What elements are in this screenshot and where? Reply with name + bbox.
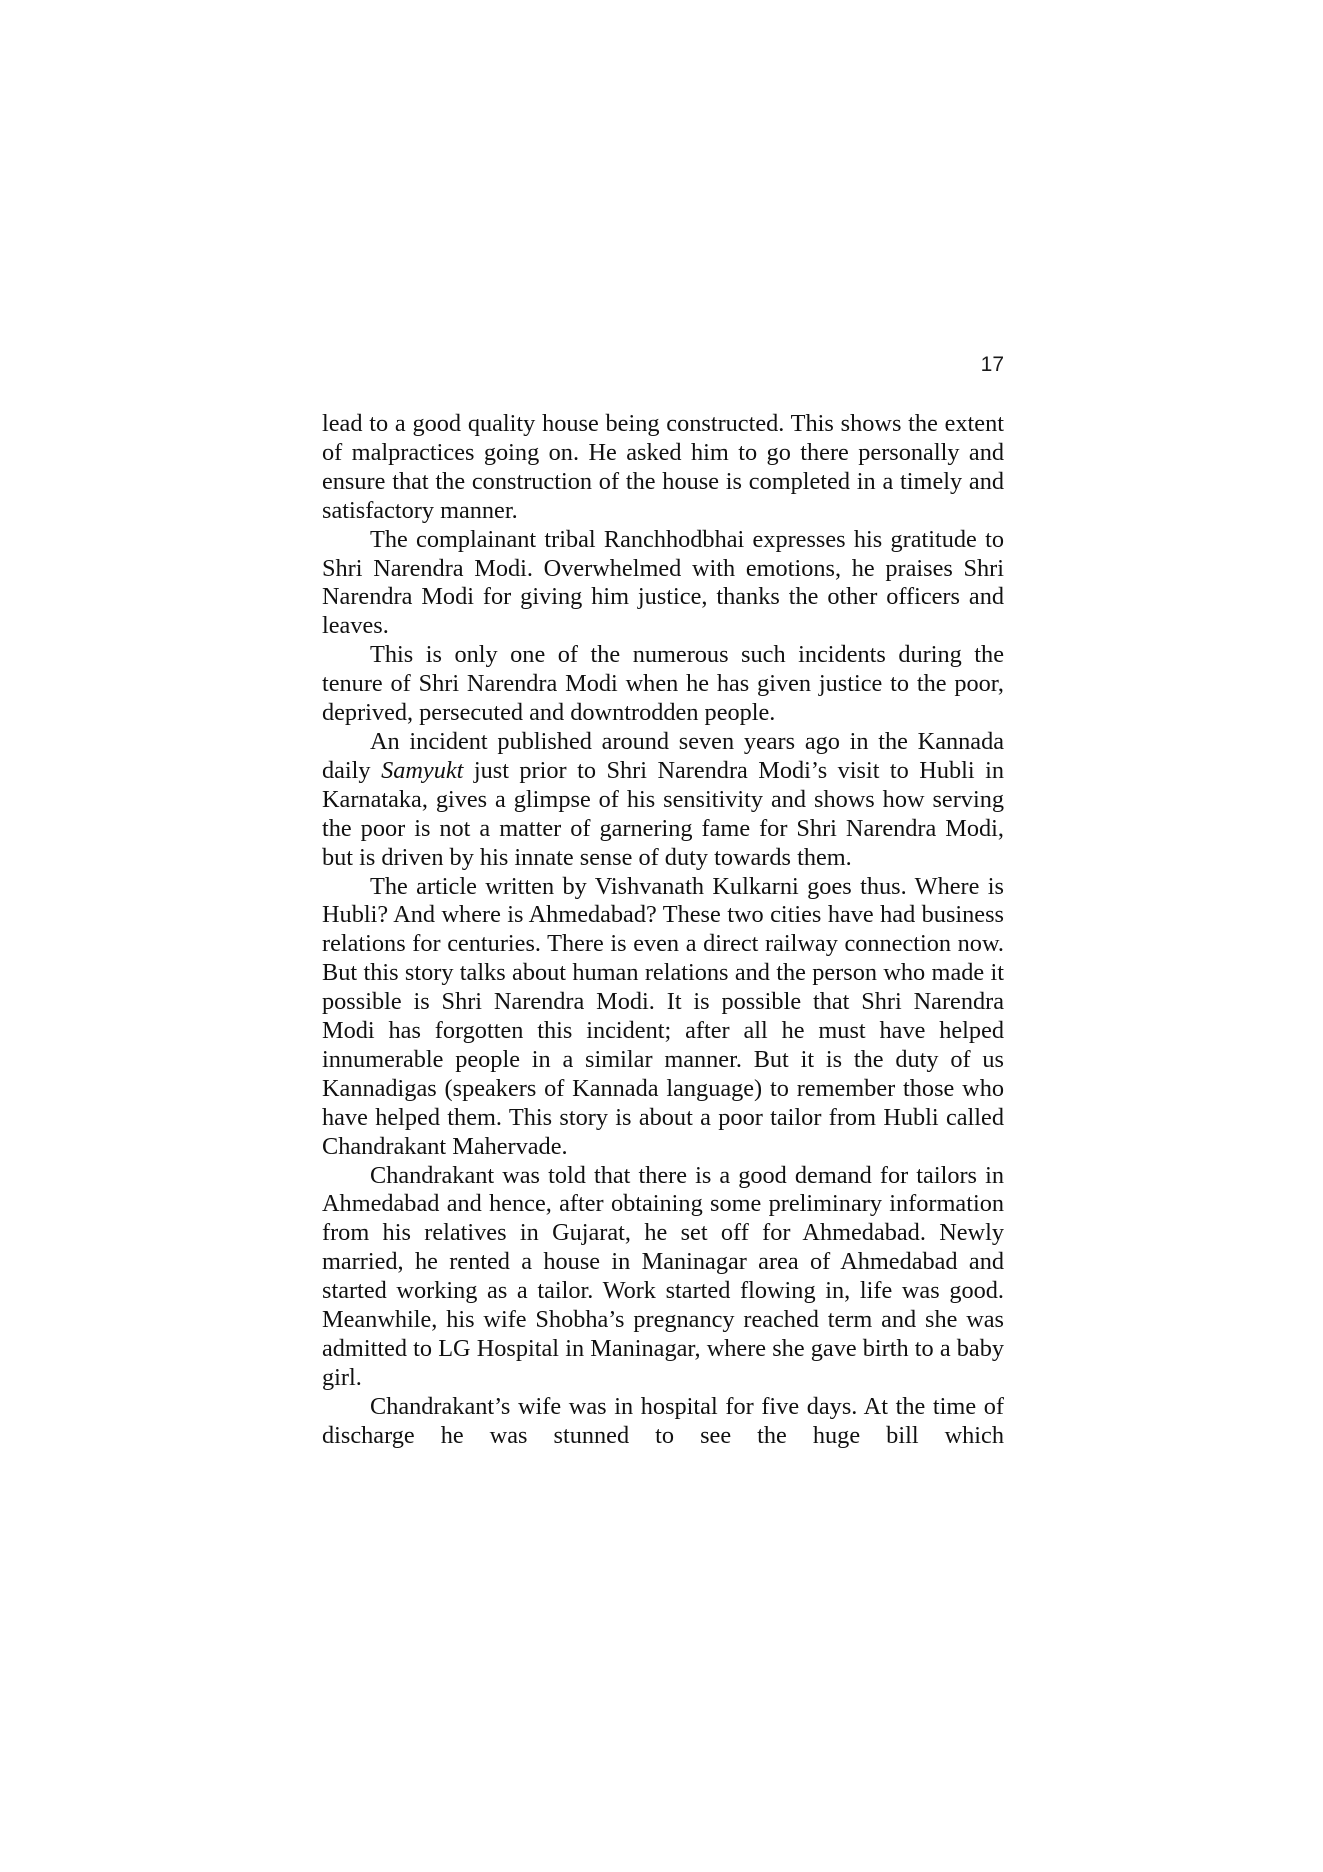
- paragraph-samyukt-incident: [322, 728, 1004, 873]
- paragraph-continuation: lead to a good quality house being constructed. This shows the extent of malpractices going on. He asked him to go there personally and ensure that the construction of the house is completed in a timely and satisfactory manner.: [322, 410, 1004, 524]
- publication-title: Samyukt: [381, 756, 464, 784]
- paragraph-samyukt-after: just prior to Shri Narendra Modi’s visit to Hubli in Karnataka, gives a glimpse of his sensitivity and shows how serving the poor is not a matter of garnering fame for Shri Narendra Modi, but is driven by his innate sense of duty towards them.: [322, 756, 1005, 871]
- paragraph-complainant-gratitude: The complainant tribal Ranchhodbhai expresses his gratitude to Shri Narendra Modi. Overwhelmed with emotions, he praises Shri Narendra Modi for giving him justice, thanks the other officers and leaves.: [322, 525, 1004, 640]
- paragraph-chandrakant-ahmedabad: Chandrakant was told that there is a good demand for tailors in Ahmedabad and hence, after obtaining some preliminary information from his relatives in Gujarat, he set off for Ahmedabad. Newly married, he rented a house in Maninagar area of Ahmedabad and started working as a tailor. Work started flowing in, life was good. Meanwhile, his wife Shobha’s pregnancy reached term and she was admitted to LG Hospital in Maninagar, where she gave birth to a baby girl.: [322, 1161, 1004, 1391]
- paragraph-article-kulkarni: The article written by Vishvanath Kulkarni goes thus. Where is Hubli? And where is Ahmedabad? These two cities have had business relations for centuries. There is even a direct railway connection now. But this story talks about human relations and the person who made it possible is Shri Narendra Modi. It is possible that Shri Narendra Modi has forgotten this incident; after all he must have helped innumerable people in a similar manner. But it is the duty of us Kannadigas (speakers of Kannada language) to remember those who have helped them. This story is about a poor tailor from Hubli called Chandrakant Mahervade.: [322, 872, 1004, 1160]
- paragraph-numerous-incidents: This is only one of the numerous such incidents during the tenure of Shri Narendra Modi when he has given justice to the poor, deprived, persecuted and downtrodden people.: [322, 641, 1004, 727]
- paragraph-samyukt-before: An incident published around seven years ago in the Kannada daily: [322, 727, 1004, 784]
- page-number: 17: [980, 353, 1004, 376]
- body-text: [322, 410, 1004, 1451]
- paragraph-hospital-bill: Chandrakant’s wife was in hospital for five days. At the time of discharge he was stunned to see the huge bill which: [322, 1392, 1004, 1449]
